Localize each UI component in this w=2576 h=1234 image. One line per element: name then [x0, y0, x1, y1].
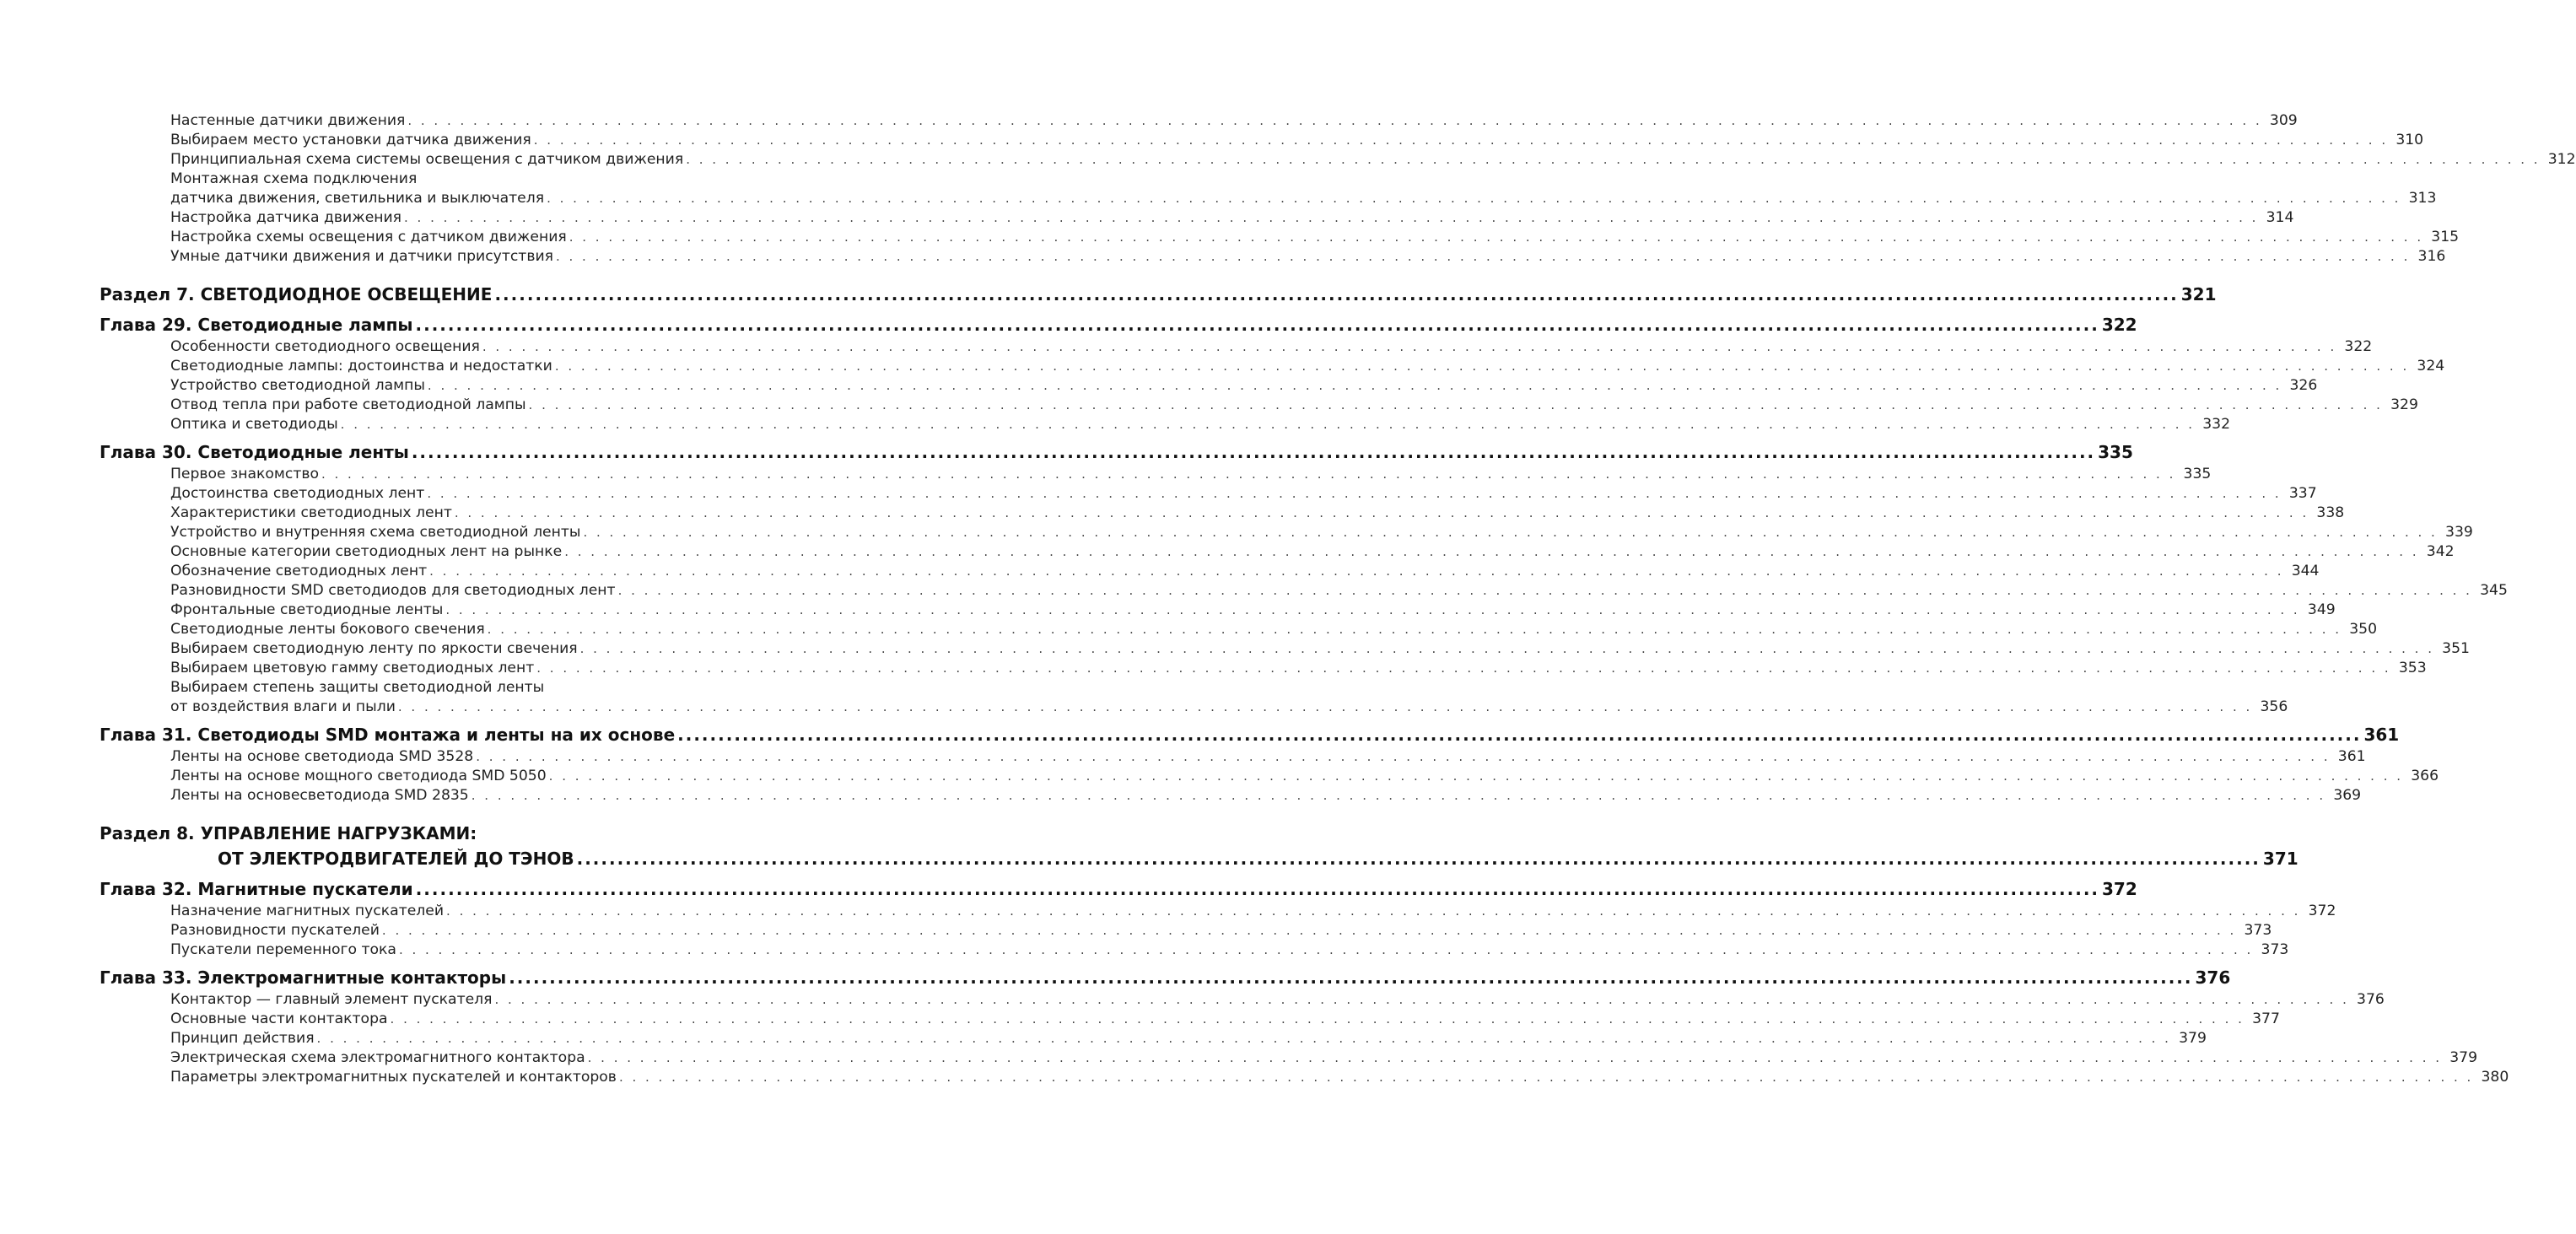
dot-leader	[556, 247, 2410, 267]
entry-page: 314	[2266, 209, 2294, 226]
entry-page: 326	[2289, 377, 2318, 394]
entry-page: 345	[2480, 582, 2508, 599]
dot-leader	[472, 786, 2325, 806]
entry-title: Электрическая схема электромагнитного контактора	[170, 1049, 585, 1066]
chapter-page: 335	[2098, 442, 2133, 462]
entry-page: 379	[2179, 1030, 2207, 1047]
entry-title: Принципиальная схема системы освещения с датчиком движения	[170, 151, 684, 168]
dot-leader	[404, 208, 2258, 228]
dot-leader	[382, 921, 2236, 940]
toc-entry	[100, 111, 2298, 131]
section-title-line1: Раздел 8. УПРАВЛЕНИЕ НАГРУЗКАМИ:	[100, 823, 477, 843]
entry-title: Ленты на основе мощного светодиода SMD 5050	[170, 768, 547, 784]
toc-entry	[100, 523, 2473, 542]
toc-entry	[100, 484, 2317, 504]
dot-leader	[569, 228, 2423, 247]
entry-title: Пускатели переменного тока	[170, 941, 396, 958]
dot-leader	[399, 940, 2253, 960]
toc-entry	[100, 990, 2385, 1010]
chapter-page: 361	[2363, 725, 2400, 745]
entry-title: датчика движения, светильника и выключателя	[170, 190, 545, 207]
chapter-heading	[100, 965, 2231, 990]
dot-leader	[398, 698, 2252, 717]
entry-title: Светодиодные ленты бокового свечения	[170, 621, 485, 638]
toc-entry	[100, 131, 2424, 150]
entry-page: 372	[2308, 903, 2336, 919]
entry-title: Обозначение светодиодных лент	[170, 563, 428, 579]
toc-entry	[100, 357, 2445, 376]
toc-entry	[100, 1048, 2478, 1068]
dot-leader	[583, 523, 2437, 542]
section-heading	[100, 846, 2298, 871]
entry-title: Достоинства светодиодных лент	[170, 485, 425, 502]
chapter-heading	[100, 722, 2400, 747]
entry-title: от воздействия влаги и пыли	[170, 698, 396, 715]
toc-entry	[100, 247, 2446, 267]
entry-title: Настенные датчики движения	[170, 112, 406, 129]
toc-entry	[100, 150, 2576, 170]
toc-entry	[100, 747, 2366, 767]
entry-title: Выбираем место установки датчика движения	[170, 132, 531, 148]
entry-title: Фронтальные светодиодные ленты	[170, 601, 444, 618]
toc-entry	[100, 620, 2378, 639]
entry-title: Ленты на основесветодиода SMD 2835	[170, 787, 469, 804]
toc-entry	[100, 562, 2320, 581]
entry-page: 337	[2288, 485, 2317, 502]
entry-page: 332	[2202, 416, 2231, 433]
entry-page: 373	[2261, 941, 2289, 958]
entry-title: Основные части контактора	[170, 1010, 388, 1027]
entry-title: Особенности светодиодного освещения	[170, 338, 480, 355]
entry-title: Контактор — главный элемент пускателя	[170, 991, 493, 1008]
dot-leader	[445, 601, 2299, 620]
entry-title: Устройство светодиодной лампы	[170, 377, 425, 394]
dot-leader	[529, 396, 2383, 415]
toc-entry	[100, 228, 2460, 247]
chapter-page: 372	[2102, 879, 2137, 899]
chapter-title: Глава 33. Электромагнитные контакторы	[100, 967, 507, 988]
toc-entry	[100, 659, 2427, 678]
entry-page: 312	[2547, 151, 2576, 168]
dot-leader	[509, 965, 2192, 990]
dot-leader	[555, 357, 2409, 376]
dot-leader	[686, 150, 2540, 170]
entry-title: Выбираем светодиодную ленту по яркости свечения	[170, 640, 578, 657]
dot-leader	[416, 876, 2099, 902]
dot-leader	[416, 312, 2099, 337]
toc-entry	[100, 465, 2212, 484]
dot-leader	[446, 902, 2300, 921]
entry-title: Разновидности пускателей	[170, 922, 380, 939]
toc-entry	[100, 940, 2289, 960]
section-title: Раздел 7. СВЕТОДИОДНОЕ ОСВЕЩЕНИЕ	[100, 284, 493, 304]
dot-leader	[407, 111, 2261, 131]
entry-page: 350	[2349, 621, 2378, 638]
section-heading	[100, 282, 2217, 307]
chapter-page: 376	[2195, 967, 2231, 988]
entry-title: Настройка схемы освещения с датчиком движения	[170, 229, 567, 245]
entry-title: Параметры электромагнитных пускателей и контакторов	[170, 1069, 617, 1086]
entry-page: 349	[2307, 601, 2336, 618]
toc-entry	[100, 189, 2437, 208]
dot-leader	[494, 282, 2178, 307]
toc-entry	[100, 337, 2373, 357]
entry-page: 309	[2269, 112, 2298, 129]
toc-entry	[100, 208, 2294, 228]
toc-entry	[100, 1068, 2509, 1087]
section-page: 371	[2262, 849, 2298, 869]
entry-title: Характеристики светодиодных лент	[170, 504, 452, 521]
entry-page: 322	[2344, 338, 2373, 355]
entry-title: Светодиодные лампы: достоинства и недостатки	[170, 358, 552, 375]
toc-entry	[100, 1029, 2207, 1048]
entry-page: 342	[2426, 543, 2455, 560]
toc-entry	[100, 396, 2418, 415]
toc-entry	[100, 581, 2508, 601]
entry-title: Умные датчики движения и датчики присутствия	[170, 248, 553, 265]
toc-entry	[100, 376, 2318, 396]
chapter-page: 322	[2101, 315, 2137, 335]
dot-leader	[455, 504, 2309, 523]
dot-leader	[534, 131, 2388, 150]
entry-title-line1: Выбираем степень защиты светодиодной ленты	[170, 679, 545, 696]
toc-entry	[100, 786, 2362, 806]
entry-page: 373	[2244, 922, 2272, 939]
dot-leader	[618, 581, 2472, 601]
dot-leader	[588, 1048, 2442, 1068]
entry-title: Принцип действия	[170, 1030, 315, 1047]
toc-entry	[100, 639, 2470, 659]
dot-leader	[429, 562, 2283, 581]
dot-leader	[580, 639, 2434, 659]
entry-page: 366	[2411, 768, 2439, 784]
section-page: 321	[2180, 284, 2217, 304]
toc-entry	[100, 542, 2455, 562]
toc-entry	[100, 601, 2336, 620]
chapter-title: Глава 30. Светодиодные ленты	[100, 442, 409, 462]
toc-entry	[100, 767, 2439, 786]
entry-page: 377	[2252, 1010, 2280, 1027]
chapter-title: Глава 32. Магнитные пускатели	[100, 879, 413, 899]
dot-leader	[427, 484, 2281, 504]
dot-leader	[494, 990, 2348, 1010]
chapter-title: Глава 29. Светодиодные лампы	[100, 315, 413, 335]
toc-entry	[100, 698, 2288, 717]
dot-leader	[549, 767, 2403, 786]
chapter-heading	[100, 439, 2133, 465]
dot-leader	[488, 620, 2342, 639]
entry-page: 379	[2449, 1049, 2478, 1066]
chapter-heading	[100, 876, 2137, 902]
dot-leader	[536, 659, 2390, 678]
dot-leader	[412, 439, 2095, 465]
dot-leader	[547, 189, 2401, 208]
entry-page: 369	[2333, 787, 2362, 804]
entry-title: Назначение магнитных пускателей	[170, 903, 445, 919]
entry-page: 351	[2442, 640, 2470, 657]
dot-leader	[577, 846, 2261, 871]
entry-title: Основные категории светодиодных лент на рынке	[170, 543, 563, 560]
entry-page: 339	[2445, 524, 2473, 541]
entry-title: Настройка датчика движения	[170, 209, 402, 226]
entry-page: 361	[2337, 748, 2366, 765]
toc-entry	[100, 921, 2272, 940]
entry-title: Разновидности SMD светодиодов для светодиодных лент	[170, 582, 616, 599]
entry-page: 376	[2357, 991, 2385, 1008]
dot-leader	[341, 415, 2195, 434]
toc-entry	[100, 902, 2336, 921]
dot-leader	[476, 747, 2330, 767]
dot-leader	[677, 722, 2361, 747]
entry-page: 313	[2408, 190, 2437, 207]
table-of-contents	[100, 111, 2576, 1087]
toc-entry	[100, 504, 2345, 523]
toc-entry	[100, 1010, 2280, 1029]
dot-leader	[428, 376, 2282, 396]
entry-page: 338	[2316, 504, 2345, 521]
entry-title: Ленты на основе светодиода SMD 3528	[170, 748, 474, 765]
entry-page: 324	[2417, 358, 2445, 375]
chapter-title: Глава 31. Светодиоды SMD монтажа и ленты на их основе	[100, 725, 676, 745]
entry-title: Устройство и внутренняя схема светодиодной ленты	[170, 524, 581, 541]
entry-title: Выбираем цветовую гамму светодиодных лент	[170, 660, 535, 676]
entry-page: 310	[2395, 132, 2424, 148]
dot-leader	[564, 542, 2418, 562]
dot-leader	[317, 1029, 2171, 1048]
dot-leader	[619, 1068, 2473, 1087]
entry-page: 353	[2398, 660, 2427, 676]
entry-page: 329	[2390, 396, 2418, 413]
entry-title: Оптика и светодиоды	[170, 416, 338, 433]
entry-page: 335	[2183, 466, 2212, 482]
dot-leader	[321, 465, 2175, 484]
entry-title: Отвод тепла при работе светодиодной лампы	[170, 396, 526, 413]
toc-entry	[100, 415, 2231, 434]
chapter-heading	[100, 312, 2137, 337]
dot-leader	[391, 1010, 2245, 1029]
entry-title-line1: Монтажная схема подключения	[170, 170, 418, 187]
entry-page: 380	[2481, 1069, 2509, 1086]
entry-page: 344	[2291, 563, 2320, 579]
section-title: ОТ ЭЛЕКТРОДВИГАТЕЛЕЙ ДО ТЭНОВ	[218, 849, 574, 869]
entry-page: 316	[2417, 248, 2446, 265]
entry-page: 356	[2260, 698, 2288, 715]
entry-page: 315	[2431, 229, 2460, 245]
dot-leader	[482, 337, 2336, 357]
entry-title: Первое знакомство	[170, 466, 319, 482]
